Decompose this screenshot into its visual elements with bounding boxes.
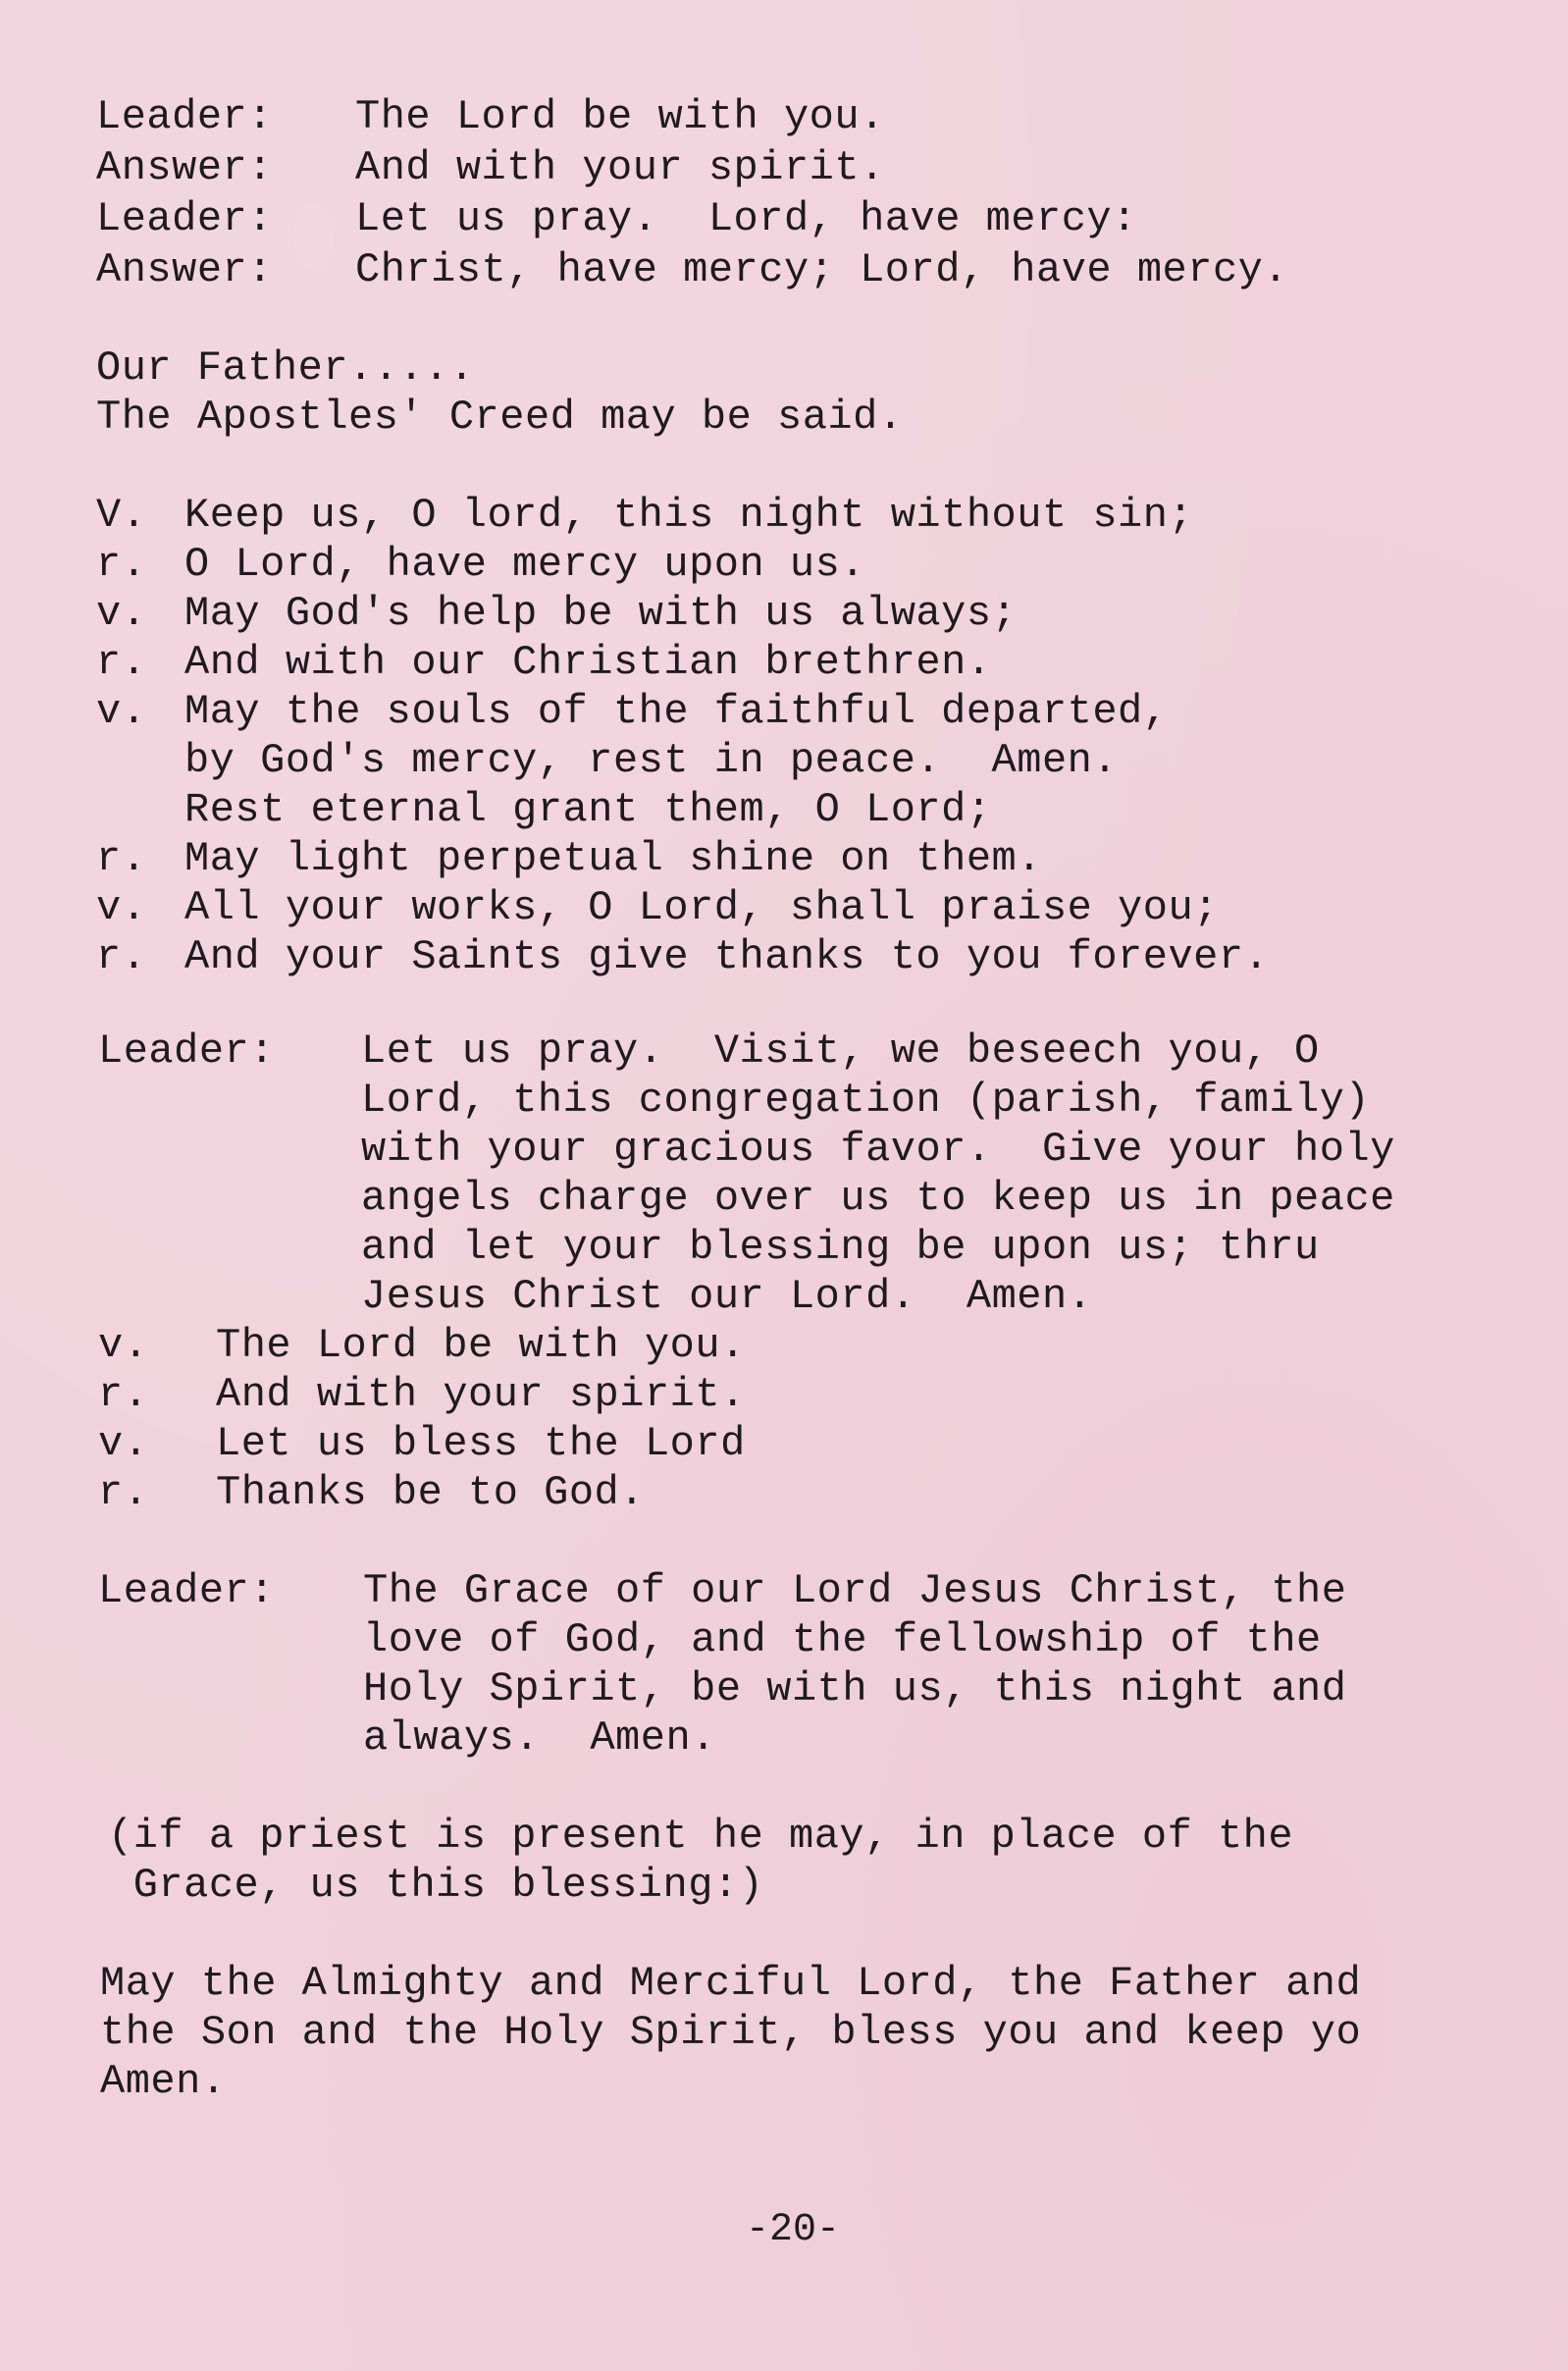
versicle-label: v. <box>98 1420 149 1467</box>
versicle-line: All your works, O Lord, shall praise you; <box>184 884 1219 931</box>
dialogue-line: Let us pray. Lord, have mercy: <box>355 195 1137 242</box>
dialogue-line: And with your spirit. <box>355 144 885 191</box>
response-line: O Lord, have mercy upon us. <box>184 541 866 588</box>
collect-line: with your gracious favor. Give your holy <box>361 1126 1395 1173</box>
versicle-line: The Lord be with you. <box>216 1322 746 1369</box>
speaker-label: Leader: <box>98 1027 275 1075</box>
collect-line: angels charge over us to keep us in peace <box>361 1175 1395 1222</box>
blessing-line: the Son and the Holy Spirit, bless you and keep yo <box>100 2009 1362 2056</box>
grace-line: The Grace of our Lord Jesus Christ, the <box>363 1567 1347 1614</box>
versicle-line: May God's help be with us always; <box>184 590 1018 637</box>
rubric-line: Grace, us this blessing:) <box>108 1862 764 1909</box>
versicle-label: v. <box>98 1322 149 1369</box>
creed-note: The Apostles' Creed may be said. <box>96 394 904 441</box>
page-number: -20- <box>746 2208 841 2252</box>
response-line: Thanks be to God. <box>216 1469 645 1516</box>
response-line: And your Saints give thanks to you forever. <box>184 933 1270 980</box>
grace-line: always. Amen. <box>363 1714 716 1762</box>
response-line: And with your spirit. <box>216 1371 746 1418</box>
collect-line: Let us pray. Visit, we beseech you, O <box>361 1027 1320 1075</box>
versicle-line: May the souls of the faithful departed, <box>184 688 1169 735</box>
response-label: r. <box>96 933 147 980</box>
versicle-label: V. <box>96 492 147 539</box>
our-father-line: Our Father..... <box>96 344 475 392</box>
grace-line: Holy Spirit, be with us, this night and <box>363 1665 1347 1712</box>
versicle-line: Keep us, O lord, this night without sin; <box>184 492 1194 539</box>
collect-line: Jesus Christ our Lord. Amen. <box>361 1273 1093 1320</box>
blessing-line: Amen. <box>100 2058 227 2105</box>
versicle-label: v. <box>96 688 147 735</box>
versicle-line: Let us bless the Lord <box>216 1420 746 1467</box>
speaker-label: Leader: <box>98 1567 275 1614</box>
speaker-label: Answer: <box>96 144 273 191</box>
versicle-line: Rest eternal grant them, O Lord; <box>184 786 992 833</box>
speaker-label: Leader: <box>96 93 273 140</box>
speaker-label: Answer: <box>96 246 273 293</box>
dialogue-line: Christ, have mercy; Lord, have mercy. <box>355 246 1289 293</box>
response-label: r. <box>96 541 147 588</box>
dialogue-line: The Lord be with you. <box>355 93 885 140</box>
collect-line: and let your blessing be upon us; thru <box>361 1224 1320 1271</box>
versicle-line: by God's mercy, rest in peace. Amen. <box>184 737 1119 784</box>
response-label: r. <box>96 835 147 882</box>
response-line: And with our Christian brethren. <box>184 639 992 686</box>
collect-line: Lord, this congregation (parish, family) <box>361 1077 1371 1124</box>
speaker-label: Leader: <box>96 195 273 242</box>
versicle-label: v. <box>96 590 147 637</box>
blessing-line: May the Almighty and Merciful Lord, the Father and <box>100 1960 1362 2007</box>
response-label: r. <box>96 639 147 686</box>
versicle-label: v. <box>96 884 147 931</box>
response-label: r. <box>98 1371 149 1418</box>
response-label: r. <box>98 1469 149 1516</box>
grace-line: love of God, and the fellowship of the <box>363 1616 1322 1663</box>
response-line: May light perpetual shine on them. <box>184 835 1042 882</box>
rubric-line: (if a priest is present he may, in place of the <box>108 1813 1294 1860</box>
